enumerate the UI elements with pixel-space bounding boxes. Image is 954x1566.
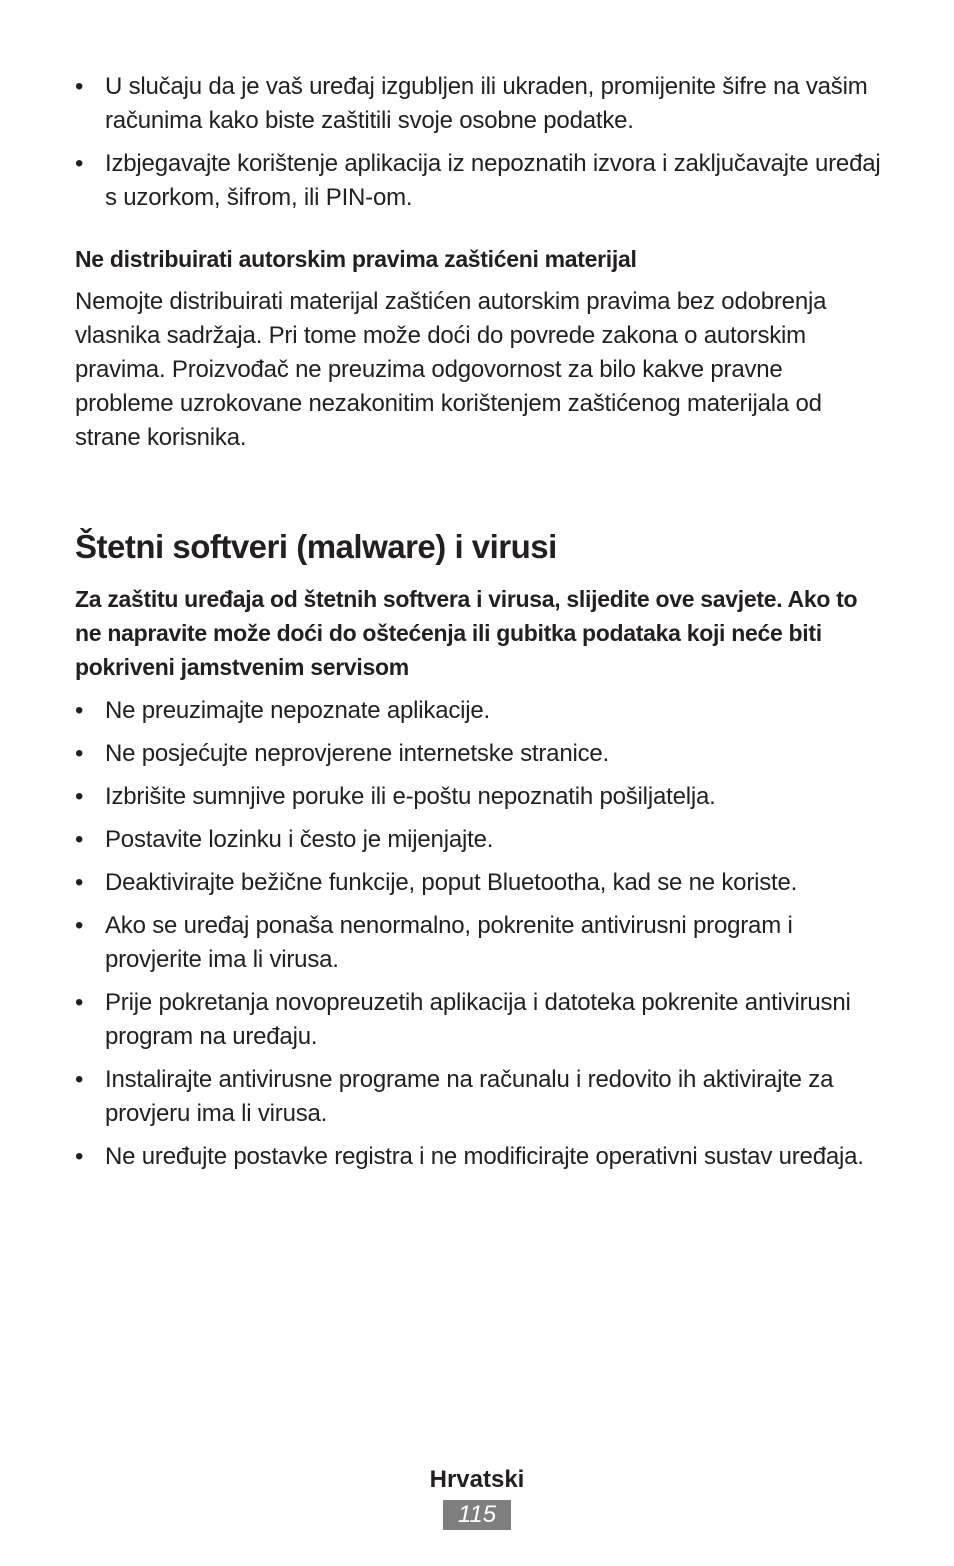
list-item-text: Izbjegavajte korištenje aplikacija iz nepoznatih izvora i zaključavajte uređaj s uzorkom, šifrom, ili PIN-om. [105,150,881,211]
list-item [75,694,885,728]
bullet-marker: • [75,1143,84,1170]
page-footer [0,1464,954,1530]
bullet-marker: • [75,826,84,853]
list-item [75,986,885,1054]
list-item-text: Ne preuzimajte nepoznate aplikacije. [105,697,491,724]
bullet-marker: • [75,912,84,939]
list-item [75,737,885,771]
bullet-marker: • [75,1066,84,1093]
list-item-text: Ako se uređaj ponaša nenormalno, pokrenite antivirusni program i provjerite ima li virusa. [105,912,793,973]
list-item-text: Prije pokretanja novopreuzetih aplikacija i datoteka pokrenite antivirusni program na uređaju. [105,989,851,1050]
copyright-heading: Ne distribuirati autorskim pravima zaštićeni materijal [75,246,637,272]
intro-bullet-list [75,70,885,215]
page-content [75,70,885,1183]
list-item-text: Ne posjećujte neprovjerene internetske stranice. [105,740,610,767]
list-item [75,147,885,215]
copyright-paragraph: Nemojte distribuirati materijal zaštićen autorskim pravima bez odobrenja vlasnika sadržaja. Pri tome može doći do povrede zakona o autorskim pravima. Proizvođač ne preuzima odgovornost za bilo kakve pravne probleme uzrokovane nezakonitim korištenjem zaštićenog materijala od strane korisnika. [75,288,827,451]
list-item-text: Deaktivirajte bežične funkcije, poput Bluetootha, kad se ne koriste. [105,869,798,896]
list-item [75,866,885,900]
list-item [75,780,885,814]
bullet-marker: • [75,989,84,1016]
bullet-marker: • [75,869,84,896]
list-item-text: Ne uređujte postavke registra i ne modificirajte operativni sustav uređaja. [105,1143,864,1170]
bullet-marker: • [75,740,84,767]
page-number-badge: 115 [443,1500,511,1530]
list-item [75,823,885,857]
malware-bullet-list [75,694,885,1174]
footer-language: Hrvatski [429,1466,525,1493]
section-title: Štetni softveri (malware) i virusi [75,528,557,565]
bullet-marker: • [75,150,84,177]
list-item [75,1063,885,1131]
list-item [75,70,885,138]
bullet-marker: • [75,697,84,724]
list-item-text: Izbrišite sumnjive poruke ili e-poštu nepoznatih pošiljatelja. [105,783,716,810]
list-item-text: U slučaju da je vaš uređaj izgubljen ili ukraden, promijenite šifre na vašim računima kako biste zaštitili svoje osobne podatke. [105,73,868,134]
list-item [75,909,885,977]
bullet-marker: • [75,73,84,100]
bullet-marker: • [75,783,84,810]
list-item [75,1140,885,1174]
section-lead: Za zaštitu uređaja od štetnih softvera i virusa, slijedite ove savjete. Ako to ne napravite može doći do oštećenja ili gubitka podataka koji neće biti pokriveni jamstvenim servisom [75,586,858,680]
list-item-text: Postavite lozinku i često je mijenjajte. [105,826,494,853]
list-item-text: Instalirajte antivirusne programe na računalu i redovito ih aktivirajte za provjeru ima li virusa. [105,1066,834,1127]
